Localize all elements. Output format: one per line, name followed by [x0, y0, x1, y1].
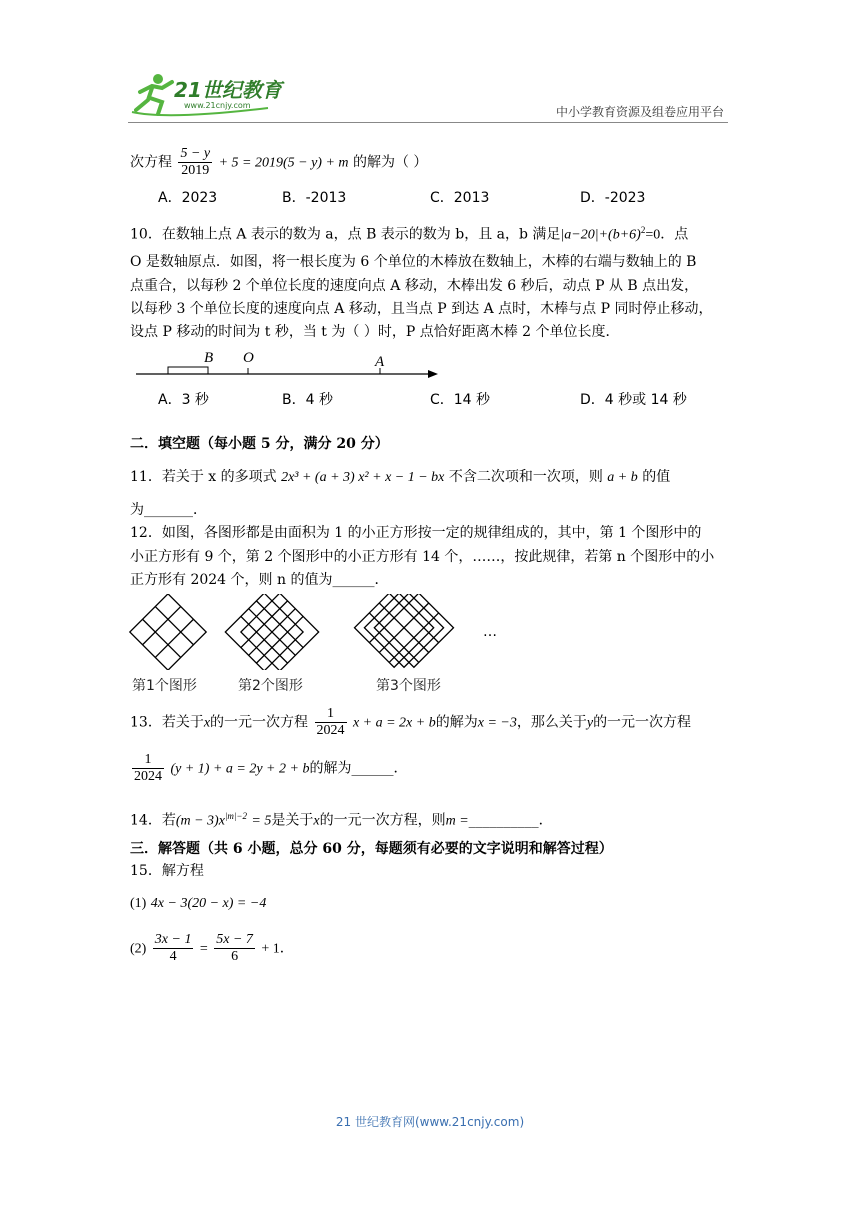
- figure-3-caption: 第3个图形: [376, 678, 441, 694]
- q12-line3: 正方形有 2024 个，则 n 的值为______．: [130, 572, 389, 588]
- label-o: O: [243, 350, 254, 366]
- q10-line2: O 是数轴原点．如图，将一根长度为 6 个单位的木棒放在数轴上，木棒的右端与数轴上的 B: [130, 254, 697, 270]
- q10-line1: 10．在数轴上点 A 表示的数为 a，点 B 表示的数为 b，且 a，b 满足$|a-20|+(b+6)^2=0$．点: [130, 225, 689, 243]
- figure-1-caption: 第1个图形: [132, 678, 197, 694]
- q10-option-d[interactable]: D．4 秒或 14 秒: [580, 392, 687, 408]
- q10-option-b[interactable]: B．4 秒: [282, 392, 333, 408]
- q10-line3: 点重合，以每秒 2 个单位长度的速度向点 A 移动，木棒出发 6 秒后，动点 P 从 B 点出发，: [130, 278, 699, 294]
- q10-number-line: [136, 346, 446, 382]
- q12-line1: 12．如图，各图形都是由面积为 1 的小正方形按一定的规律组成的，其中，第 1 个图形中的: [130, 525, 702, 541]
- figure-2: [225, 594, 318, 670]
- footer: 21 世纪教育网(www.21cnjy.com): [335, 1115, 525, 1129]
- label-b: B: [204, 350, 214, 366]
- q9-option-d[interactable]: D．-2023: [580, 190, 646, 206]
- q10-line4: 以每秒 3 个单位长度的速度向点 A 移动，且当点 P 到达 A 点时，木棒与点 P 同时停止移动，: [130, 301, 713, 317]
- q13-fraction-1: $\frac{1}{2024}$: [316, 706, 345, 738]
- section-2-heading: 二．填空题（每小题 5 分，满分 20 分）: [130, 436, 389, 452]
- q12-figures: [128, 594, 508, 670]
- q15-part-2: (2) $\frac{3x - 1}{4}$ = $\frac{5x - 7}{6}$ + 1．: [130, 932, 294, 964]
- q9-option-c[interactable]: C．2013: [430, 190, 490, 206]
- figure-1: [130, 594, 206, 670]
- wood-stick: [168, 367, 208, 374]
- q10-line5: 设点 P 移动的时间为 t 秒，当 t 为（ ）时，P 点恰好距离木棒 2 个单位长度．: [130, 324, 620, 340]
- q9-option-b[interactable]: B．-2013: [282, 190, 347, 206]
- q9-option-a[interactable]: A．2023: [158, 190, 218, 206]
- q13-fraction-2: $\frac{1}{2024}$: [134, 752, 162, 784]
- q13-line2: $\frac{1}{2024}$ (y + 1) + a = 2y + 2 + b的解为______．: [134, 752, 408, 784]
- q10-option-c[interactable]: C．14 秒: [430, 392, 491, 408]
- platform-name: 中小学教育资源及组卷应用平台: [555, 105, 724, 119]
- header-rule: [128, 122, 728, 123]
- figure-3: [355, 594, 454, 670]
- q11-line1: 11．若关于 x 的多项式 2x³ + (a + 3) x² + x − 1 − bx 不含二次项和一次项，则 a + b 的值: [130, 469, 671, 485]
- logo-text: 21世纪教育: [174, 78, 282, 102]
- q9-stem: 次方程 $\frac{5 - y}{2019}$ + 5 = 2019(5 − y) + m 的解为（ ）: [130, 146, 428, 178]
- figure-dots: …: [483, 624, 497, 640]
- q10-option-a[interactable]: A．3 秒: [158, 392, 209, 408]
- header-logo: [128, 70, 298, 120]
- section-3-heading: 三．解答题（共 6 小题，总分 60 分，每题须有必要的文字说明和解答过程）: [130, 841, 613, 857]
- q15-title: 15．解方程: [130, 863, 204, 879]
- q15-fraction-1: $\frac{3x - 1}{4}$: [154, 932, 192, 964]
- q13-line1: 13．若关于x的一元一次方程 $\frac{1}{2024}$ x + a = 2x + b的解为x = −3，那么关于y的一元一次方程: [130, 706, 692, 738]
- figure-2-caption: 第2个图形: [238, 678, 303, 694]
- q14-line: 14．若$(m - 3)x^{|m|-2} = 5$是关于x的一元一次方程，则m =__________．: [130, 811, 553, 829]
- label-a: A: [375, 354, 385, 370]
- q12-line2: 小正方形有 9 个，第 2 个图形中的小正方形有 14 个，……，按此规律，若第 n 个图形中的小: [130, 549, 715, 565]
- q11-line2: 为_______．: [130, 502, 207, 518]
- q15-fraction-2: $\frac{5x - 7}{6}$: [216, 932, 253, 964]
- q9-fraction: $\frac{5 - y}{2019}$: [180, 146, 211, 178]
- q15-part-1: (1) 4x − 3(20 − x) = −4: [130, 896, 267, 911]
- logo-url: www.21cnjy.com: [184, 101, 251, 110]
